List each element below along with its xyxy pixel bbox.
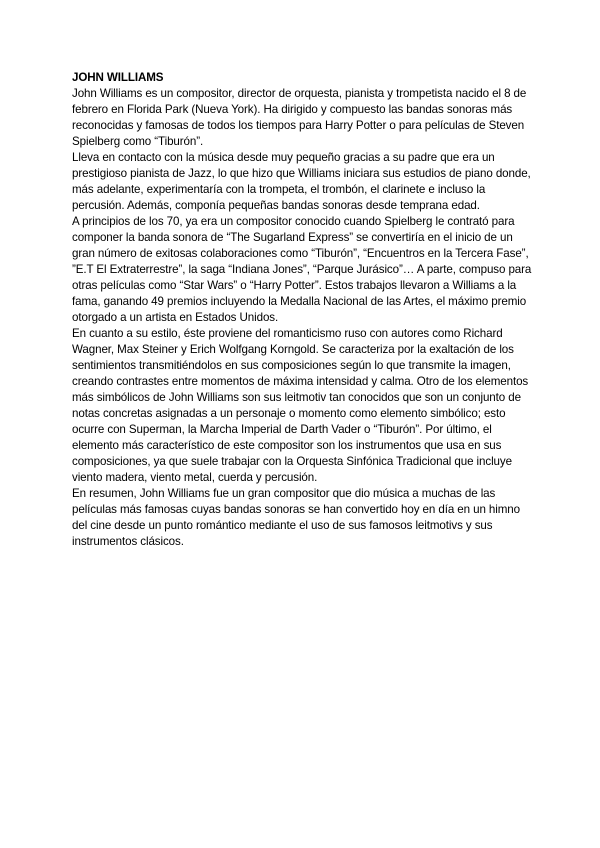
paragraph-intro: John Williams es un compositor, director de orquesta, pianista y trompetista nacido el 8 de febrero en Florida Park (Nueva York). Ha dirigido y compuesto las bandas sonoras más reconocidas y famosas de todos los tiempos para Harry Potter o para películas de Steven Spielberg como “Tiburón”. xyxy=(72,87,527,148)
paragraph-childhood: Lleva en contacto con la música desde muy pequeño gracias a su padre que era un prestigioso pianista de Jazz, lo que hizo que Williams iniciara sus estudios de piano donde, más adelante, experimentaría con la trompeta, el trombón, el clarinete e incluso la percusión. Además, componía pequeñas bandas sonoras desde temprana edad. xyxy=(72,151,531,212)
paragraph-career: A principios de los 70, ya era un compositor conocido cuando Spielberg le contrató para componer la banda sonora de “The Sugarland Express” se convertiría en el inicio de un gran número de exitosas colaboraciones como “Tiburón”, “Encuentros en la Tercera Fase”, ”E.T El Extraterrestre”, la saga “Indiana Jones”, “Parque Jurásico”… A parte, compuso para otras películas como “Star Wars” o “Harry Potter”. Estos trabajos llevaron a Williams a la fama, ganando 49 premios incluyendo la Medalla Nacional de las Artes, el máximo premio otorgado a un artista en Estados Unidos. xyxy=(72,215,532,324)
paragraph-summary: En resumen, John Williams fue un gran compositor que dio música a muchas de las películas más famosas cuyas bandas sonoras se han convertido hoy en día en un himno del cine desde un punto romántico mediante el uso de sus famosos leitmotivs y sus instrumentos clásicos. xyxy=(72,487,520,548)
document-title: JOHN WILLIAMS xyxy=(72,71,164,84)
paragraph-style: En cuanto a su estilo, éste proviene del romanticismo ruso con autores como Richard Wagner, Max Steiner y Erich Wolfgang Korngold. Se caracteriza por la exaltación de los sentimientos transmitiéndolos en sus composiciones según lo que transmite la imagen, creando contrastes entre momentos de máxima intensidad y calma. Otro de los elementos más simbólicos de John Williams son sus leitmotiv tan conocidos que son un conjunto de notas concretas asignadas a un personaje o momento como elemento simbólico; esto ocurre con Superman, la Marcha Imperial de Darth Vader o “Tiburón”. Por último, el elemento más característico de este compositor son los instrumentos que usa en sus composiciones, ya que suele trabajar con la Orquesta Sinfónica Tradicional que incluye viento madera, viento metal, cuerda y percusión. xyxy=(72,327,529,484)
document-body xyxy=(72,70,532,550)
